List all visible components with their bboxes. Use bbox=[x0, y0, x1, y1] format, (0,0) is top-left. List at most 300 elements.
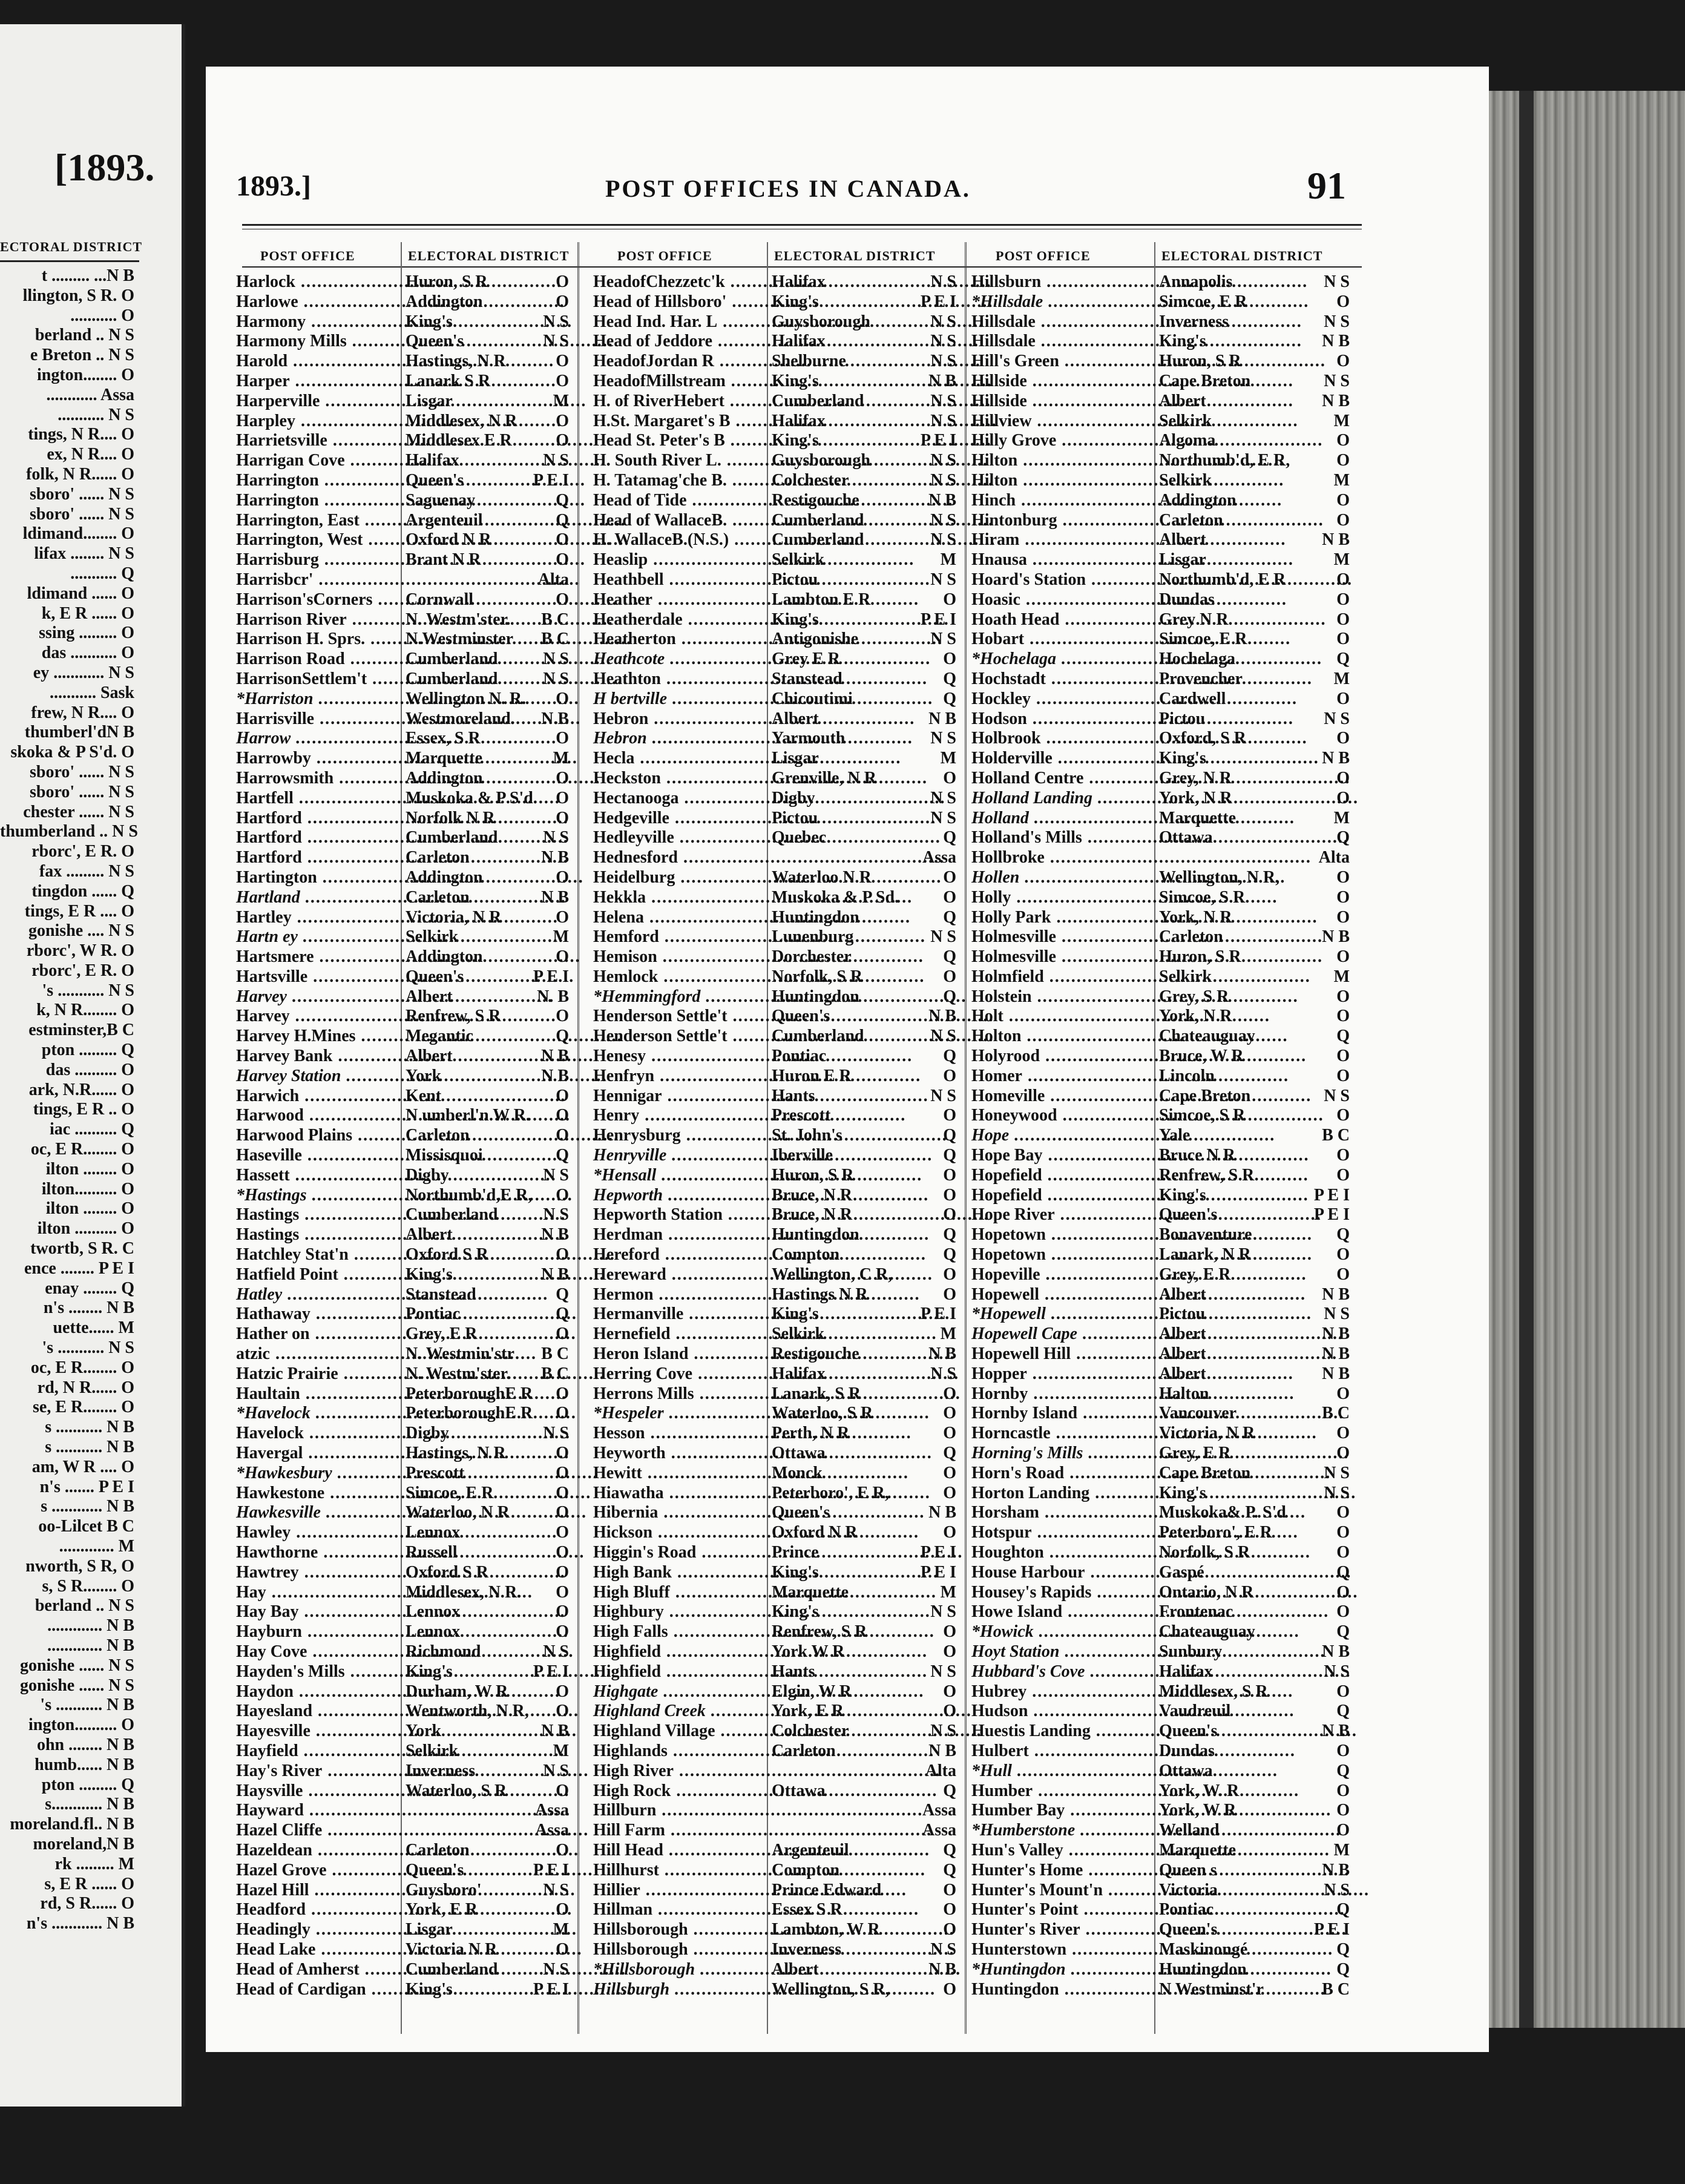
post-office-name bbox=[971, 828, 1153, 848]
electoral-district: Carleton bbox=[406, 887, 470, 907]
post-office-name-text: Head St. Peter's B bbox=[593, 431, 725, 450]
post-office-name bbox=[971, 1166, 1153, 1186]
province-code: Alta bbox=[1318, 848, 1350, 867]
post-office-name-text: Hawley bbox=[236, 1523, 291, 1542]
electoral-district: Muskoka& P. S'd bbox=[1159, 1503, 1286, 1522]
post-office-name-text: Hunter's River bbox=[971, 1920, 1080, 1939]
post-office-name bbox=[971, 689, 1153, 709]
province-code: O bbox=[943, 1622, 956, 1642]
post-office-name-text: Hilly Grove bbox=[971, 431, 1057, 450]
left-page-line: ............. N B bbox=[47, 1636, 134, 1655]
electoral-district: Vaudreuil bbox=[1159, 1702, 1231, 1721]
post-office-name-text: Hepworth Station bbox=[593, 1205, 723, 1225]
post-office-name-text: Harrowby bbox=[236, 749, 311, 768]
post-office-name bbox=[971, 471, 1153, 491]
province-code: O bbox=[943, 1165, 956, 1185]
electoral-district: Grenville, N R bbox=[772, 768, 876, 788]
electoral-district: Addington bbox=[1159, 490, 1237, 510]
post-office-name-text: Henry bbox=[593, 1106, 640, 1125]
directory-entry bbox=[206, 511, 1356, 531]
electoral-district: Ottawa bbox=[1159, 828, 1213, 847]
page-header bbox=[206, 164, 1489, 218]
post-office-name-text: Hemlock bbox=[593, 967, 659, 986]
left-page-line: ldimand ...... O bbox=[27, 584, 134, 603]
post-office-name bbox=[971, 352, 1153, 372]
electoral-district: N. Westm'ster. bbox=[406, 1364, 511, 1383]
province-code: N S bbox=[1324, 371, 1350, 390]
post-office-name-text: Hotspur bbox=[971, 1523, 1032, 1542]
electoral-district: Cornwall bbox=[406, 590, 473, 609]
post-office-name-text: Holland bbox=[971, 808, 1029, 827]
province-code: N B bbox=[1322, 1344, 1350, 1364]
left-page-line: n's ....... P E I bbox=[39, 1477, 134, 1496]
post-office-name-text: Hartington bbox=[236, 867, 317, 887]
province-code: N S bbox=[930, 1662, 956, 1681]
directory-entry bbox=[206, 1106, 1356, 1126]
left-page-line: berland .. N S bbox=[34, 1596, 134, 1616]
post-office-name-text: Henesy bbox=[593, 1047, 646, 1066]
left-page-line: pton ......... Q bbox=[41, 1041, 134, 1060]
directory-entry bbox=[206, 491, 1356, 511]
post-office-name bbox=[971, 868, 1153, 888]
province-code: N S bbox=[930, 788, 956, 807]
electoral-district: Cumberland bbox=[406, 650, 498, 669]
province-code: O bbox=[556, 1126, 569, 1145]
post-office-name-text: Hnausa bbox=[971, 550, 1027, 570]
left-page-line: llington, S R. O bbox=[22, 286, 134, 305]
electoral-district: Middlesex, S R bbox=[1159, 1682, 1268, 1701]
column-header-rule bbox=[242, 266, 1362, 268]
province-code: O bbox=[1336, 768, 1350, 788]
directory-entry bbox=[206, 1523, 1356, 1543]
left-page-line: ington.......... O bbox=[28, 1715, 134, 1735]
post-office-name-text: Hazeldean bbox=[236, 1840, 312, 1860]
post-office-name bbox=[971, 1186, 1153, 1206]
electoral-district: Grey, N R bbox=[1159, 768, 1232, 788]
column-header-electoral-district: ELECTORAL DISTRICT bbox=[774, 248, 936, 263]
left-page-line: rborc', E R. O bbox=[31, 961, 134, 980]
post-office-name-text: Hedleyville bbox=[593, 828, 674, 847]
electoral-district: Carleton bbox=[772, 1741, 836, 1760]
directory-entry bbox=[206, 1881, 1356, 1901]
post-office-name bbox=[971, 1563, 1153, 1583]
province-code: N S bbox=[930, 1086, 956, 1105]
post-office-name bbox=[971, 1602, 1153, 1622]
province-code: N.B bbox=[541, 709, 569, 728]
post-office-name bbox=[971, 1662, 1153, 1682]
post-office-name bbox=[971, 1980, 1153, 2000]
post-office-name bbox=[971, 1464, 1153, 1484]
electoral-district: Victoria N R bbox=[406, 1939, 498, 1959]
post-office-name-text: Hazel Grove bbox=[236, 1860, 327, 1880]
post-office-name bbox=[971, 491, 1153, 511]
left-page-line: ........... Sask bbox=[49, 683, 134, 702]
electoral-district: Selkirk bbox=[772, 550, 825, 570]
province-code: N S bbox=[543, 312, 569, 331]
directory-entry bbox=[206, 1067, 1356, 1087]
province-code: O bbox=[1336, 887, 1350, 907]
post-office-name-text: Hickson bbox=[593, 1523, 653, 1542]
directory-entry bbox=[206, 1126, 1356, 1146]
electoral-district: Provencher bbox=[1159, 669, 1243, 688]
province-code: M bbox=[940, 749, 956, 768]
province-code: P E I bbox=[533, 1860, 569, 1880]
province-code: P E I bbox=[920, 292, 956, 311]
province-code: B C bbox=[541, 1344, 569, 1364]
electoral-district: Cumberland bbox=[772, 510, 864, 530]
directory-entry bbox=[206, 550, 1356, 570]
electoral-district: Perth, N R bbox=[772, 1424, 850, 1443]
electoral-district: Bruce, N R bbox=[772, 1185, 852, 1205]
left-page-line: ldimand........ O bbox=[22, 524, 134, 544]
province-code: O bbox=[556, 1543, 569, 1562]
post-office-name-text: Harlowe bbox=[236, 292, 298, 311]
post-office-name-text: Hecla bbox=[593, 749, 635, 768]
post-office-name bbox=[971, 650, 1153, 669]
post-office-name bbox=[971, 1126, 1153, 1146]
page-number: 91 bbox=[1307, 164, 1346, 207]
electoral-district: Lennox bbox=[406, 1523, 461, 1542]
post-office-name-text: Hathaway bbox=[236, 1304, 310, 1324]
province-code: N S bbox=[930, 470, 956, 490]
electoral-district: Antigonishe bbox=[772, 630, 859, 649]
electoral-district: Hastings N R bbox=[772, 1284, 868, 1304]
province-code: O bbox=[556, 371, 569, 390]
province-code: M bbox=[553, 1920, 569, 1939]
directory-entry bbox=[206, 947, 1356, 967]
electoral-district: York bbox=[406, 1722, 442, 1741]
post-office-name bbox=[971, 1424, 1153, 1444]
post-office-name-text: Hartford bbox=[236, 808, 302, 827]
electoral-district: Lennox bbox=[406, 1622, 461, 1642]
province-code: N B bbox=[1322, 1324, 1350, 1344]
post-office-name-text: Harvey bbox=[236, 987, 287, 1006]
post-office-name-text: Hopewell bbox=[971, 1284, 1039, 1304]
electoral-district: Durham, W R bbox=[406, 1682, 508, 1701]
post-office-name-text: Harvey Station bbox=[236, 1066, 341, 1085]
electoral-district: Albert bbox=[1159, 530, 1206, 550]
left-page-line: moreland.fl.. N B bbox=[10, 1815, 134, 1834]
post-office-name-text: Hill Farm bbox=[593, 1821, 665, 1840]
directory-entry bbox=[206, 1265, 1356, 1285]
electoral-district: Addington bbox=[406, 292, 483, 311]
province-code: O bbox=[556, 590, 569, 609]
directory-entry bbox=[206, 1702, 1356, 1722]
province-code: N B bbox=[928, 1007, 956, 1026]
electoral-district: King's bbox=[772, 292, 819, 311]
post-office-name-text: High Rock bbox=[593, 1781, 671, 1800]
province-code: Q bbox=[1336, 1622, 1350, 1642]
left-page-line: ilton .......... O bbox=[37, 1219, 134, 1238]
left-page-line: ark, N.R...... O bbox=[28, 1080, 134, 1099]
province-code: O bbox=[943, 867, 956, 887]
post-office-name-text: Hayward bbox=[236, 1801, 304, 1820]
province-code: O bbox=[943, 967, 956, 986]
electoral-district: Welland bbox=[1159, 1821, 1220, 1840]
electoral-district: Addington bbox=[406, 947, 483, 967]
post-office-name-text: Horsham bbox=[971, 1503, 1039, 1522]
electoral-district: Cape Breton bbox=[1159, 1463, 1251, 1482]
post-office-name-text: Hebron bbox=[593, 709, 649, 728]
post-office-name bbox=[971, 1503, 1153, 1523]
electoral-district: Wellington N. R. bbox=[406, 689, 527, 708]
province-code: Q bbox=[556, 490, 569, 510]
post-office-name-text: *Hull bbox=[971, 1761, 1012, 1780]
left-page-line: iac .......... Q bbox=[50, 1120, 134, 1139]
electoral-district: King's bbox=[772, 1304, 819, 1324]
electoral-district: King's bbox=[406, 312, 453, 331]
province-code: O bbox=[943, 1424, 956, 1443]
province-code: O bbox=[1336, 1444, 1350, 1463]
post-office-name bbox=[971, 1106, 1153, 1126]
post-office-name-text: Horning's Mills bbox=[971, 1444, 1083, 1463]
electoral-district: Essex S R bbox=[772, 1900, 842, 1919]
province-code: Assa bbox=[534, 1801, 569, 1820]
electoral-district: Carleton bbox=[406, 1840, 470, 1860]
post-office-name-text: Hintonburg bbox=[971, 510, 1057, 530]
electoral-district: Restigouche bbox=[772, 1344, 859, 1364]
left-page-line: ex, N R.... O bbox=[47, 445, 134, 464]
province-code: P E I bbox=[1313, 1185, 1350, 1205]
province-code: N S bbox=[1324, 312, 1350, 331]
post-office-name-text: Housey's Rapids bbox=[971, 1582, 1092, 1602]
province-code: O bbox=[943, 1900, 956, 1919]
post-office-name-text: Hemford bbox=[593, 927, 659, 947]
province-code: M bbox=[1333, 550, 1350, 570]
province-code: N S bbox=[543, 1959, 569, 1979]
province-code: P E I bbox=[533, 967, 569, 986]
electoral-district: Prince bbox=[772, 1543, 819, 1562]
post-office-name bbox=[971, 927, 1153, 947]
book-gutter-shadow bbox=[1519, 91, 1534, 2028]
directory-entry bbox=[206, 729, 1356, 749]
electoral-district: Bruce, W R bbox=[1159, 1047, 1244, 1066]
province-code: N S bbox=[930, 530, 956, 550]
electoral-district: Waterloo, S R bbox=[772, 1404, 873, 1423]
electoral-district: York, N R bbox=[1159, 907, 1232, 927]
province-code: O bbox=[556, 1702, 569, 1721]
directory-entry bbox=[206, 1146, 1356, 1166]
left-page-line: ence ........ P E I bbox=[24, 1258, 134, 1278]
province-code: B C bbox=[541, 610, 569, 629]
directory-entry bbox=[206, 1781, 1356, 1801]
left-page-line: skoka & P S'd. O bbox=[10, 743, 134, 762]
province-code: N B bbox=[1322, 391, 1350, 410]
post-office-name-text: Hawthorne bbox=[236, 1543, 318, 1562]
electoral-district: Victoria, N R bbox=[406, 907, 502, 927]
province-code: O bbox=[943, 650, 956, 669]
post-office-name-text: High Bank bbox=[593, 1562, 672, 1582]
post-office-name-text: *Hemmingford bbox=[593, 987, 701, 1006]
electoral-district: Quebec bbox=[772, 828, 827, 847]
left-page-line: fax ......... N S bbox=[39, 861, 134, 881]
directory-entry bbox=[206, 967, 1356, 987]
post-office-name bbox=[971, 392, 1153, 412]
province-code: M bbox=[1333, 1840, 1350, 1860]
province-code: N B bbox=[928, 1503, 956, 1522]
electoral-district: Kent bbox=[406, 1086, 442, 1105]
province-code: O bbox=[556, 1185, 569, 1205]
province-code: Q bbox=[1336, 1939, 1350, 1959]
electoral-district: Westmoreland. bbox=[406, 709, 515, 728]
province-code: N S bbox=[543, 451, 569, 470]
post-office-name bbox=[971, 1304, 1153, 1324]
province-code: O bbox=[1336, 1007, 1350, 1026]
province-code: O bbox=[556, 867, 569, 887]
post-office-name-text: *Hensall bbox=[593, 1165, 657, 1185]
post-office-name-text: Head of Cardigan bbox=[236, 1979, 366, 1999]
electoral-district: Queen s bbox=[1159, 1860, 1217, 1880]
electoral-district: Halifax bbox=[1159, 1662, 1213, 1681]
post-office-name bbox=[971, 1841, 1153, 1861]
province-code: Q bbox=[943, 689, 956, 708]
province-code: Q bbox=[556, 1146, 569, 1165]
post-office-name-text: Hatley bbox=[236, 1284, 283, 1304]
electoral-district: Albert bbox=[406, 1225, 453, 1245]
post-office-name-text: Herring Cove bbox=[593, 1364, 693, 1383]
post-office-name-text: Holbrook bbox=[971, 729, 1041, 748]
province-code: O bbox=[1336, 867, 1350, 887]
post-office-name bbox=[971, 1047, 1153, 1067]
post-office-name-text: Hopefield bbox=[971, 1185, 1042, 1205]
province-code: O bbox=[1336, 1265, 1350, 1284]
post-office-name-text: Hillburn bbox=[593, 1801, 657, 1820]
electoral-district: King's bbox=[406, 1662, 453, 1681]
electoral-district: York, W. R bbox=[1159, 1781, 1240, 1800]
electoral-district: Bonaventure bbox=[1159, 1225, 1252, 1245]
electoral-district: Northumb'd, E R, bbox=[1159, 451, 1290, 470]
post-office-name-text: Hemison bbox=[593, 947, 657, 967]
left-page-lines bbox=[0, 266, 182, 1934]
province-code: N B bbox=[928, 371, 956, 390]
province-code: N S bbox=[543, 1165, 569, 1185]
post-office-name bbox=[971, 1007, 1153, 1027]
left-page-line: se, E R........ O bbox=[33, 1398, 134, 1417]
directory-entry bbox=[206, 1166, 1356, 1186]
post-office-name bbox=[971, 1404, 1153, 1424]
directory-entry bbox=[206, 1007, 1356, 1027]
directory-entry bbox=[206, 908, 1356, 928]
post-office-name-text: *Hawkesbury bbox=[236, 1463, 332, 1482]
post-office-name bbox=[971, 1940, 1153, 1960]
electoral-district: Shelburne bbox=[772, 352, 846, 371]
post-office-name-text: Hodson bbox=[971, 709, 1027, 728]
province-code: O bbox=[1336, 907, 1350, 927]
province-code: P E I bbox=[920, 610, 956, 629]
electoral-district: Halifax bbox=[406, 451, 459, 470]
electoral-district: Halton bbox=[1159, 1384, 1209, 1403]
post-office-name-text: Harold bbox=[236, 352, 288, 371]
electoral-district: Pictou bbox=[772, 570, 818, 589]
directory-entry bbox=[206, 1245, 1356, 1265]
post-office-name-text: Hatchley Stat'n bbox=[236, 1245, 349, 1265]
province-code: N B bbox=[541, 848, 569, 867]
province-code: O bbox=[556, 1245, 569, 1265]
left-page-line: s............ N B bbox=[45, 1795, 134, 1814]
post-office-name-text: Head of WallaceB. bbox=[593, 510, 728, 530]
electoral-district: Peterboro', E R, bbox=[772, 1483, 889, 1502]
province-code: O bbox=[556, 1602, 569, 1622]
left-page-column-header: ECTORAL DISTRICT bbox=[0, 239, 143, 254]
post-office-name-text: Hayburn bbox=[236, 1622, 302, 1642]
post-office-name-text: Hill's Green bbox=[971, 352, 1059, 371]
electoral-district: King's bbox=[1159, 1185, 1206, 1205]
left-page-line: sboro' ...... N S bbox=[30, 782, 134, 801]
post-office-name-text: Henryville bbox=[593, 1146, 667, 1165]
electoral-district: N.Westminster bbox=[406, 630, 514, 649]
electoral-district: Argenteuil bbox=[406, 510, 483, 530]
directory-entry bbox=[206, 292, 1356, 312]
post-office-name bbox=[971, 590, 1153, 610]
province-code: Q bbox=[1336, 1225, 1350, 1245]
left-page-line: s, E R ...... O bbox=[44, 1874, 134, 1893]
electoral-district: Maskinongé bbox=[1159, 1939, 1248, 1959]
post-office-name-text: Hartford bbox=[236, 828, 302, 847]
post-office-name-text: HarrisonSettlem't bbox=[236, 669, 367, 688]
province-code: O bbox=[1336, 947, 1350, 967]
electoral-district: Inverness bbox=[406, 1761, 476, 1780]
province-code: O bbox=[1336, 1165, 1350, 1185]
post-office-name-text: House Harbour bbox=[971, 1562, 1085, 1582]
electoral-district: Cardwell bbox=[1159, 689, 1226, 708]
post-office-name bbox=[971, 1444, 1153, 1464]
province-code: O bbox=[943, 1920, 956, 1939]
province-code: N S bbox=[543, 650, 569, 669]
electoral-district: Ottawa bbox=[772, 1781, 826, 1800]
province-code: O bbox=[556, 1444, 569, 1463]
post-office-name-text: Harrisbcr' bbox=[236, 570, 314, 589]
electoral-district: Huron, S R bbox=[1159, 947, 1241, 967]
post-office-name-text: Hesson bbox=[593, 1424, 645, 1443]
post-office-name-text: Harrington, West bbox=[236, 530, 363, 550]
province-code: N S bbox=[1324, 1463, 1350, 1482]
post-office-name bbox=[971, 1702, 1153, 1722]
province-code: O bbox=[556, 1106, 569, 1125]
province-code: Q bbox=[943, 1840, 956, 1860]
province-code: Q bbox=[1336, 1959, 1350, 1979]
post-office-name-text: Hartsmere bbox=[236, 947, 314, 967]
electoral-district: Selkirk bbox=[406, 927, 459, 947]
post-office-name-text: Harrietsville bbox=[236, 431, 327, 450]
left-page-line: estminster,B C bbox=[28, 1021, 134, 1040]
electoral-district: Albert bbox=[1159, 1284, 1206, 1304]
electoral-district: Algoma bbox=[1159, 431, 1216, 450]
post-office-name-text: Hazel Hill bbox=[236, 1880, 309, 1899]
province-code: P E I bbox=[533, 470, 569, 490]
left-page-line: rd, S R...... O bbox=[40, 1894, 134, 1913]
post-office-name-text: *Hillsborough bbox=[593, 1959, 695, 1979]
electoral-district: Cumberland bbox=[406, 1205, 498, 1225]
left-page-line: rk ......... M bbox=[54, 1854, 134, 1873]
post-office-name-text: Hochstadt bbox=[971, 669, 1046, 688]
province-code: O bbox=[1336, 1582, 1350, 1602]
electoral-district: Hants bbox=[772, 1086, 815, 1105]
province-code: N S bbox=[930, 927, 956, 947]
post-office-name-text: Henfryn bbox=[593, 1066, 655, 1085]
left-page-line: ilton ........ O bbox=[45, 1199, 134, 1219]
post-office-name-text: Hiawatha bbox=[593, 1483, 664, 1502]
electoral-district: N. Westmin'str bbox=[406, 1344, 514, 1364]
directory-entry bbox=[206, 1940, 1356, 1960]
province-code: N B bbox=[1322, 749, 1350, 768]
post-office-name bbox=[971, 967, 1153, 987]
post-office-name-text: Holyrood bbox=[971, 1047, 1040, 1066]
directory-entry bbox=[206, 1047, 1356, 1067]
post-office-name bbox=[971, 888, 1153, 908]
post-office-name-text: Hedgeville bbox=[593, 808, 669, 827]
province-code: O bbox=[556, 1622, 569, 1642]
left-page-line: thumberl'dN B bbox=[24, 723, 134, 742]
